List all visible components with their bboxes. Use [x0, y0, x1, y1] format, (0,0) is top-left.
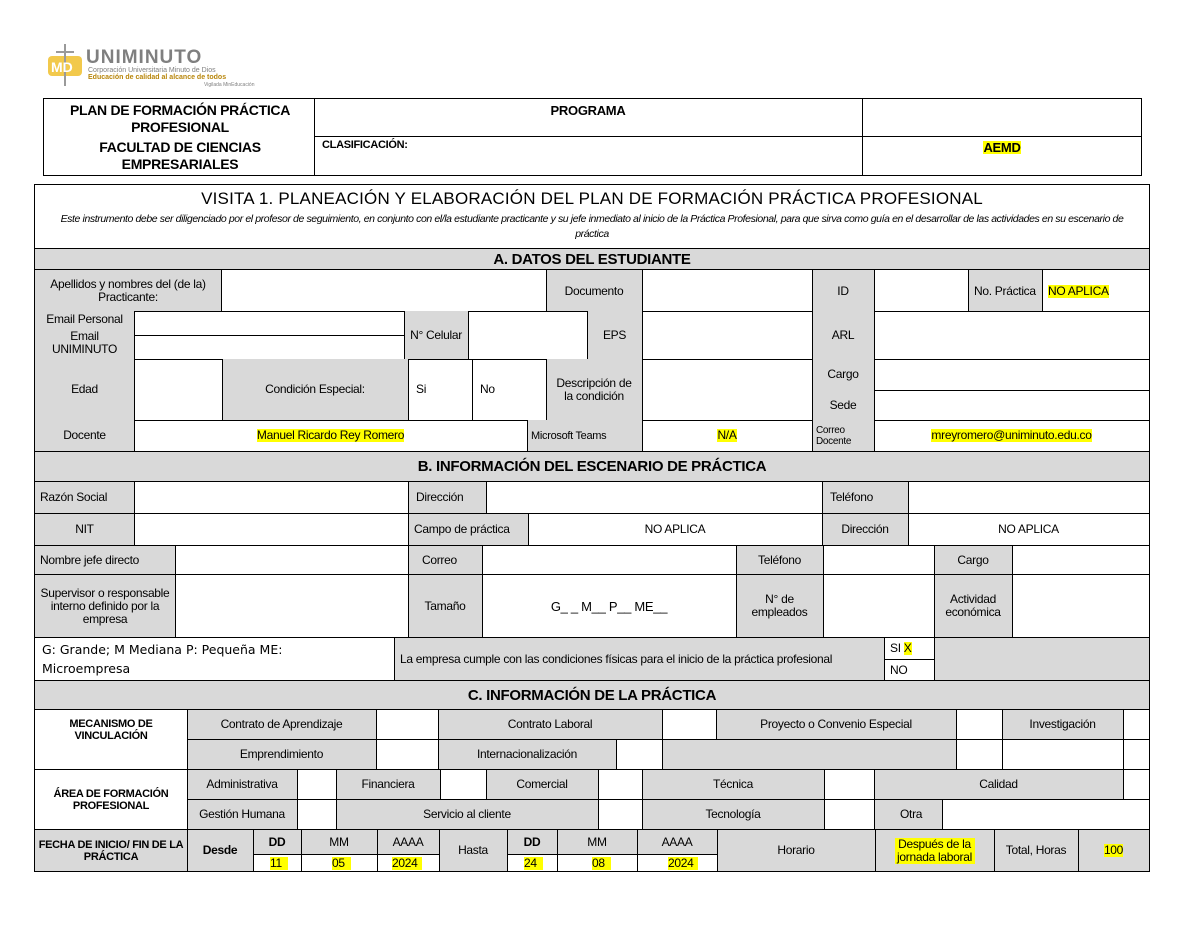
plan-title: PLAN DE FORMACIÓN PRÁCTICA PROFESIONAL — [69, 102, 291, 135]
horario-value-text: Después de la jornada laboral — [895, 838, 975, 864]
section-b-title: B. INFORMACIÓN DEL ESCENARIO DE PRÁCTICA — [417, 458, 767, 475]
comercial-label: Comercial — [516, 777, 568, 791]
desde-aaaa-label: AAAA — [392, 834, 424, 849]
clasificacion-label: CLASIFICACIÓN: — [322, 138, 408, 151]
condiciones-si[interactable] — [888, 638, 934, 659]
total-value-text: 100 — [1103, 843, 1124, 857]
nit-label: NIT — [75, 522, 94, 536]
section-c-title: C. INFORMACIÓN DE LA PRÁCTICA — [467, 686, 717, 704]
docente-value[interactable] — [134, 420, 527, 451]
no-practica-value[interactable] — [1046, 271, 1146, 311]
desde-mm-label: MM — [329, 834, 349, 849]
desde-dd-value-text: 11 — [270, 857, 288, 870]
code-value — [862, 137, 1142, 157]
correo-docente-value-text: mreyromero@uniminuto.edu.co — [931, 428, 1092, 442]
condicion-no[interactable]: No — [480, 382, 495, 396]
teams-value[interactable] — [642, 420, 812, 451]
tecnica-check[interactable] — [824, 770, 874, 799]
logo-line-2: Educación de calidad al alcance de todos — [88, 74, 227, 81]
calidad-check[interactable] — [1123, 770, 1149, 799]
contrato-aprendizaje-label: Contrato de Aprendizaje — [220, 717, 343, 731]
gestion-humana-label: Gestión Humana — [199, 807, 285, 821]
correo-field[interactable] — [482, 546, 736, 574]
email-personal-label: Email Personal — [46, 311, 123, 326]
celular-label: N° Celular — [410, 327, 462, 342]
direccion2-label: Dirección — [841, 522, 889, 536]
tecnica-label: Técnica — [713, 777, 753, 791]
code-value-text: AEMD — [983, 139, 1021, 155]
apellidos-field[interactable] — [221, 271, 546, 311]
hasta-dd-value[interactable] — [522, 855, 557, 871]
condiciones-si-mark: X — [903, 641, 912, 655]
section-a-title: A. DATOS DEL ESTUDIANTE — [493, 250, 691, 268]
email-uniminuto-field[interactable] — [134, 336, 404, 359]
hasta-mm-label: MM — [587, 834, 607, 849]
hasta-aaaa-label: AAAA — [661, 834, 693, 849]
internacionalizacion-check[interactable] — [616, 740, 662, 769]
visit-instructions: Este instrumento debe ser diligenciado por el profesor de seguimiento, en conjunto con el/la estudiante practicante y su jefe inmediato al inicio de la Práctica Profesional, para que sirva como guía en el desarrollar de las actividades en su escenario de práctica — [60, 213, 1124, 240]
logo-brand: UNIMINUTO — [86, 47, 203, 68]
direccion2-value[interactable]: NO APLICA — [998, 522, 1059, 536]
edad-label: Edad — [71, 382, 98, 396]
logo-mark-text: MD — [51, 59, 73, 75]
telefono2-field[interactable] — [823, 546, 934, 574]
tecnologia-check[interactable] — [824, 800, 874, 829]
desde-mm-value[interactable] — [330, 855, 377, 871]
proyecto-check[interactable] — [956, 710, 1002, 739]
docente-label: Docente — [63, 428, 106, 442]
descripcion-field[interactable] — [642, 359, 812, 420]
mecanismo-label: MECANISMO DE VINCULACIÓN — [69, 718, 153, 742]
direccion-label: Dirección — [416, 490, 464, 504]
hasta-aaaa-value-text: 2024 — [668, 857, 698, 870]
total-label: Total, Horas — [1005, 843, 1067, 857]
documento-label: Documento — [564, 283, 624, 298]
financiera-label: Financiera — [361, 777, 415, 791]
id-field[interactable] — [874, 271, 968, 311]
condiciones-no[interactable]: NO — [890, 662, 908, 677]
cargo-b-label: Cargo — [957, 552, 989, 567]
investigacion-check[interactable] — [1123, 710, 1149, 739]
hasta-aaaa-value[interactable] — [666, 855, 717, 871]
id-label: ID — [837, 283, 849, 298]
logo-mark-icon — [44, 42, 86, 88]
eps-field[interactable] — [642, 311, 812, 359]
size-legend: G: Grande; M Mediana P: Pequeña ME: Microempresa — [42, 642, 283, 676]
email-uniminuto-label-wrap — [35, 327, 134, 359]
area-label: ÁREA DE FORMACIÓN PROFESIONAL — [53, 787, 169, 812]
cargo-field[interactable] — [874, 360, 1149, 389]
no-practica-label: No. Práctica — [974, 283, 1036, 298]
telefono-field[interactable] — [908, 482, 1149, 513]
hasta-mm-value[interactable] — [590, 855, 637, 871]
desde-mm-value-text: 05 — [332, 857, 351, 870]
hasta-dd-label: DD — [523, 834, 541, 849]
jefe-field[interactable] — [175, 546, 408, 574]
condicion-si[interactable]: Si — [416, 382, 427, 396]
cargo-b-field[interactable] — [1012, 546, 1149, 574]
actividad-label: Actividad económica — [945, 592, 1001, 619]
razon-social-label: Razón Social — [40, 490, 108, 504]
razon-social-field[interactable] — [134, 482, 408, 513]
cargo-label: Cargo — [827, 367, 859, 381]
tamano-value[interactable]: G_ _ M__ P__ ME__ — [550, 598, 668, 614]
correo-docente-value[interactable] — [874, 420, 1149, 451]
visit-title: VISITA 1. PLANEACIÓN Y ELABORACIÓN DEL PLAN DE FORMACIÓN PRÁCTICA PROFESIONAL — [201, 189, 983, 208]
supervisor-label: Supervisor o responsable interno definido por la empresa — [40, 585, 170, 626]
teams-value-text: N/A — [717, 428, 737, 442]
horario-label: Horario — [777, 843, 815, 857]
tamano-label: Tamaño — [424, 598, 466, 613]
internacionalizacion-label: Internacionalización — [476, 747, 578, 761]
otra-field[interactable] — [942, 800, 1149, 829]
administrativa-label: Administrativa — [206, 777, 278, 791]
documento-field[interactable] — [642, 271, 812, 311]
condiciones-si-label: SI — [890, 641, 901, 655]
contrato-laboral-check[interactable] — [662, 710, 716, 739]
calidad-label: Calidad — [979, 777, 1018, 791]
contrato-laboral-label: Contrato Laboral — [507, 717, 593, 731]
empleados-label: N° de empleados — [751, 592, 808, 619]
arl-field[interactable] — [874, 311, 1149, 359]
direccion-field[interactable] — [486, 482, 822, 513]
programa-label: PROGRAMA — [550, 102, 626, 118]
celular-field[interactable] — [468, 311, 587, 359]
desde-aaaa-value[interactable] — [390, 855, 439, 871]
apellidos-label: Apellidos y nombres del (de la) Practicante: — [50, 277, 206, 304]
email-personal-field[interactable] — [134, 311, 404, 335]
servicio-check[interactable] — [598, 800, 642, 829]
administrativa-check[interactable] — [297, 770, 336, 799]
sede-field[interactable] — [874, 391, 1149, 420]
desde-dd-value[interactable] — [268, 855, 301, 871]
otra-label: Otra — [900, 807, 923, 821]
desde-dd-label: DD — [268, 834, 286, 849]
jefe-label: Nombre jefe directo — [40, 552, 140, 567]
condiciones-label: La empresa cumple con las condiciones físicas para el inicio de la práctica profesional — [400, 651, 833, 666]
no-practica-value-text: NO APLICA — [1048, 283, 1109, 298]
proyecto-label: Proyecto o Convenio Especial — [760, 717, 912, 731]
faculty-title: FACULTAD DE CIENCIAS EMPRESARIALES — [99, 139, 261, 172]
emprendimiento-check[interactable] — [376, 740, 438, 769]
correo-docente-label: Correo Docente — [816, 424, 852, 447]
desde-aaaa-value-text: 2024 — [392, 857, 422, 870]
telefono-label: Teléfono — [830, 490, 873, 504]
hasta-label: Hasta — [458, 843, 488, 857]
sede-label: Sede — [829, 398, 857, 412]
edad-field[interactable] — [134, 359, 222, 420]
supervisor-field[interactable] — [175, 575, 408, 637]
docente-value-text: Manuel Ricardo Rey Romero — [256, 428, 405, 442]
comercial-check[interactable] — [598, 770, 642, 799]
financiera-check[interactable] — [440, 770, 486, 799]
campo-value[interactable]: NO APLICA — [644, 522, 706, 536]
empleados-field[interactable] — [823, 575, 934, 637]
correo-label: Correo — [422, 552, 457, 567]
eps-label: EPS — [602, 327, 627, 342]
total-value[interactable] — [1078, 830, 1149, 871]
nit-field[interactable] — [134, 514, 408, 545]
hasta-dd-value-text: 24 — [524, 857, 543, 870]
logo-line-1: Corporación Universitaria Minuto de Dios — [88, 67, 216, 74]
campo-label: Campo de práctica — [414, 522, 510, 536]
uniminuto-logo — [44, 42, 264, 90]
condicion-label: Condición Especial: — [265, 382, 365, 396]
contrato-aprendizaje-check[interactable] — [376, 710, 438, 739]
tecnologia-label: Tecnología — [705, 807, 761, 821]
email-uniminuto-label: Email UNIMINUTO — [51, 329, 118, 356]
gestion-humana-check[interactable] — [297, 800, 336, 829]
telefono2-label: Teléfono — [758, 552, 801, 567]
logo-line-3: Vigilada MinEducación — [204, 82, 255, 88]
actividad-field[interactable] — [1012, 575, 1149, 637]
arl-label: ARL — [831, 327, 855, 342]
hasta-mm-value-text: 08 — [592, 857, 611, 870]
investigacion-label: Investigación — [1029, 717, 1096, 731]
teams-label: Microsoft Teams — [531, 429, 607, 442]
servicio-label: Servicio al cliente — [423, 807, 511, 821]
horario-value[interactable] — [875, 830, 994, 871]
descripcion-label: Descripción de la condición — [556, 375, 632, 403]
emprendimiento-label: Emprendimiento — [239, 747, 324, 761]
desde-label: Desde — [202, 843, 238, 857]
fecha-label: FECHA DE INICIO/ FIN DE LA PRÁCTICA — [38, 838, 184, 863]
